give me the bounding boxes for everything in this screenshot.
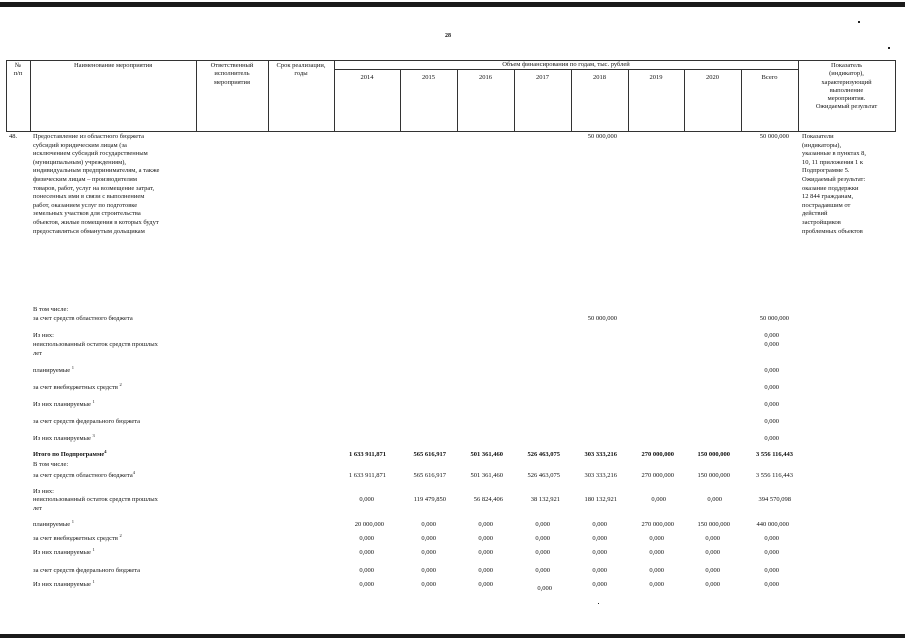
cell-value: 0,000 [592, 521, 607, 528]
cell-value: 0,000 [705, 535, 720, 542]
cell-value: 0,000 [359, 567, 374, 574]
header-year: 2015 [422, 74, 435, 81]
cell-value: 0,000 [764, 384, 779, 391]
row-label: за счет средств областного бюджета$^4$ [33, 469, 135, 479]
cell-value: 1 633 911,871 [348, 472, 386, 479]
cell-value: 303 333,216 [584, 472, 617, 479]
cell-value: 526 463,075 [527, 472, 560, 479]
row-label: В том числе: [33, 306, 69, 313]
cell-value: 0,000 [651, 496, 666, 503]
header-executor: Ответственный исполнитель мероприятия [210, 62, 254, 86]
cell-value: 0,000 [764, 435, 779, 442]
header-indicator: Показатель (индикатор), характеризующий выполнение мероприятия. Ожидаемый результат [815, 62, 878, 111]
cell-value: 565 616,917 [413, 472, 446, 479]
row-label: планируемые $^1$ [33, 518, 75, 528]
header-year: 2017 [536, 74, 549, 81]
cell-value: 565 616,917 [413, 451, 446, 458]
cell-value: 50 000,000 [759, 315, 789, 322]
cell-value: 0,000 [478, 567, 493, 574]
row-label: за счет внебюджетных средств $^2$ [33, 381, 122, 391]
cell-value: 20 000,000 [354, 521, 384, 528]
row-label: за счет средств областного бюджета [33, 315, 133, 322]
header-total: Всего [761, 74, 778, 81]
header-financing: Объем финансирования по годам, тыс. рублей [502, 61, 630, 68]
header-year: 2016 [479, 74, 492, 81]
scan-top-border [0, 2, 905, 7]
cell-value: 0,000 [764, 567, 779, 574]
cell-value: 0,000 [592, 549, 607, 556]
cell-value: 0,000 [478, 521, 493, 528]
cell-value: 0,000 [478, 581, 493, 588]
cell-value: 0,000 [535, 567, 550, 574]
cell-value: 0,000 [649, 581, 664, 588]
row-label: Из них: [33, 332, 54, 339]
cell-value: 270 000,000 [641, 472, 674, 479]
cell-value: 270 000,000 [641, 451, 674, 458]
cell-value: 150 000,000 [697, 521, 730, 528]
header-term: Срок реализации, годы [276, 62, 326, 78]
cell-value: 0,000 [705, 549, 720, 556]
cell-value: 0,000 [421, 581, 436, 588]
row-label: за счет средств федерального бюджета [33, 418, 141, 425]
cell-value: 0,000 [478, 549, 493, 556]
row-label: неиспользованный остаток средств прошлых [33, 496, 158, 503]
cell-value: 0,000 [421, 521, 436, 528]
cell-value: 0,000 [649, 567, 664, 574]
cell-value: 150 000,000 [697, 451, 730, 458]
header-year: 2019 [649, 74, 663, 81]
cell-value: 0,000 [764, 581, 779, 588]
cell-value: 0,000 [764, 401, 779, 408]
cell-value: 440 000,000 [756, 521, 789, 528]
item-total-value: 50 000,000 [759, 133, 789, 140]
scan-speck [858, 21, 860, 23]
cell-value: 0,000 [535, 549, 550, 556]
row-label: Итого по Подпрограмме$^4$ [33, 448, 107, 458]
cell-value: 0,000 [764, 367, 779, 374]
item-number: 48. [9, 133, 18, 140]
row-label: Из них планируемые $^3$ [33, 432, 95, 442]
header-year: 2014 [360, 74, 374, 81]
cell-value: 0,000 [421, 567, 436, 574]
row-label: планируемые $^1$ [33, 364, 75, 374]
cell-value: 0,000 [705, 581, 720, 588]
cell-value: 0,000 [764, 535, 779, 542]
header-year: 2018 [593, 74, 606, 81]
cell-value: 0,000 [478, 535, 493, 542]
cell-value: 0,000 [535, 535, 550, 542]
cell-value: 0,000 [359, 549, 374, 556]
page-number: 28 [445, 33, 451, 39]
row-label: лет [33, 350, 42, 357]
row-label: за счет средств федерального бюджета [33, 567, 141, 574]
cell-value: 501 361,460 [470, 451, 503, 458]
row-label: неиспользованный остаток средств прошлых [33, 341, 158, 348]
header-name: Наименование мероприятия [73, 62, 153, 69]
scan-speck [888, 47, 890, 49]
cell-value: 0,000 [764, 418, 779, 425]
header-year: 2020 [706, 74, 719, 81]
cell-value: 0,000 [705, 567, 720, 574]
cell-value: 0,000 [592, 581, 607, 588]
cell-value: 0,000 [649, 535, 664, 542]
cell-value: 0,000 [764, 332, 779, 339]
cell-value: 0,000 [359, 496, 374, 503]
cell-value: 394 570,098 [758, 496, 791, 503]
cell-value: 119 479,850 [413, 496, 446, 503]
cell-value: 526 463,075 [527, 451, 560, 458]
cell-value: 0,000 [421, 549, 436, 556]
cell-value: 3 556 116,443 [755, 451, 793, 458]
cell-value: 56 824,406 [473, 496, 503, 503]
cell-value: 0,000 [764, 341, 779, 348]
row-label: В том числе: [33, 461, 69, 468]
cell-value: 270 000,000 [641, 521, 674, 528]
row-label: Из них планируемые $^1$ [33, 578, 95, 588]
cell-value: 0,000 [592, 535, 607, 542]
row-label: Из них планируемые $^1$ [33, 546, 95, 556]
cell-value: 150 000,000 [697, 472, 730, 479]
cell-value: 501 361,460 [470, 472, 503, 479]
item-description: Предоставление из областного бюджета субсидий юридическим лицам (за исключением субсидий государственным (муниципальным) учреждениям), индивидуальным предпринимателям, а также физическим лицам – производителям товаров, работ, услуг на возмещение затрат, понесенных ими в связи с выполнением работ, оказанием услуг по подготовке земельных участков для строительства объектов, жилые помещения в которых будут предоставляться обманутым дольщикам [33, 133, 160, 235]
row-label: Из них: [33, 488, 54, 495]
cell-value: 0,000 [707, 496, 722, 503]
item-2018-value: 50 000,000 [587, 133, 617, 140]
cell-value: 0,000 [359, 581, 374, 588]
row-label: Из них планируемые $^1$ [33, 398, 95, 408]
header-num: № п/п [13, 62, 23, 78]
scan-speck [598, 603, 599, 604]
row-label: лет [33, 505, 42, 512]
cell-value: 3 556 116,443 [755, 472, 793, 479]
scan-bottom-border [0, 634, 905, 638]
cell-value: 38 132,921 [530, 496, 560, 503]
cell-value: 0,000 [535, 521, 550, 528]
cell-value: 0,000 [359, 535, 374, 542]
row-label: за счет внебюджетных средств $^2$ [33, 532, 122, 542]
cell-value: 50 000,000 [587, 315, 617, 322]
cell-value: 0,000 [421, 535, 436, 542]
item-indicator: Показатели (индикаторы), указанные в пунктах 8, 10, 11 приложения 1 к Подпрограмме 5. Ожидаемый результат: оказание поддержки 12 844 гражданам, пострадавшим от действий застройщиков проблемных объектов [802, 133, 867, 235]
cell-value: 0,000 [537, 585, 552, 592]
cell-value: 0,000 [649, 549, 664, 556]
cell-value: 1 633 911,871 [348, 451, 386, 458]
cell-value: 180 132,921 [584, 496, 617, 503]
cell-value: 0,000 [764, 549, 779, 556]
cell-value: 0,000 [592, 567, 607, 574]
cell-value: 303 333,216 [584, 451, 617, 458]
